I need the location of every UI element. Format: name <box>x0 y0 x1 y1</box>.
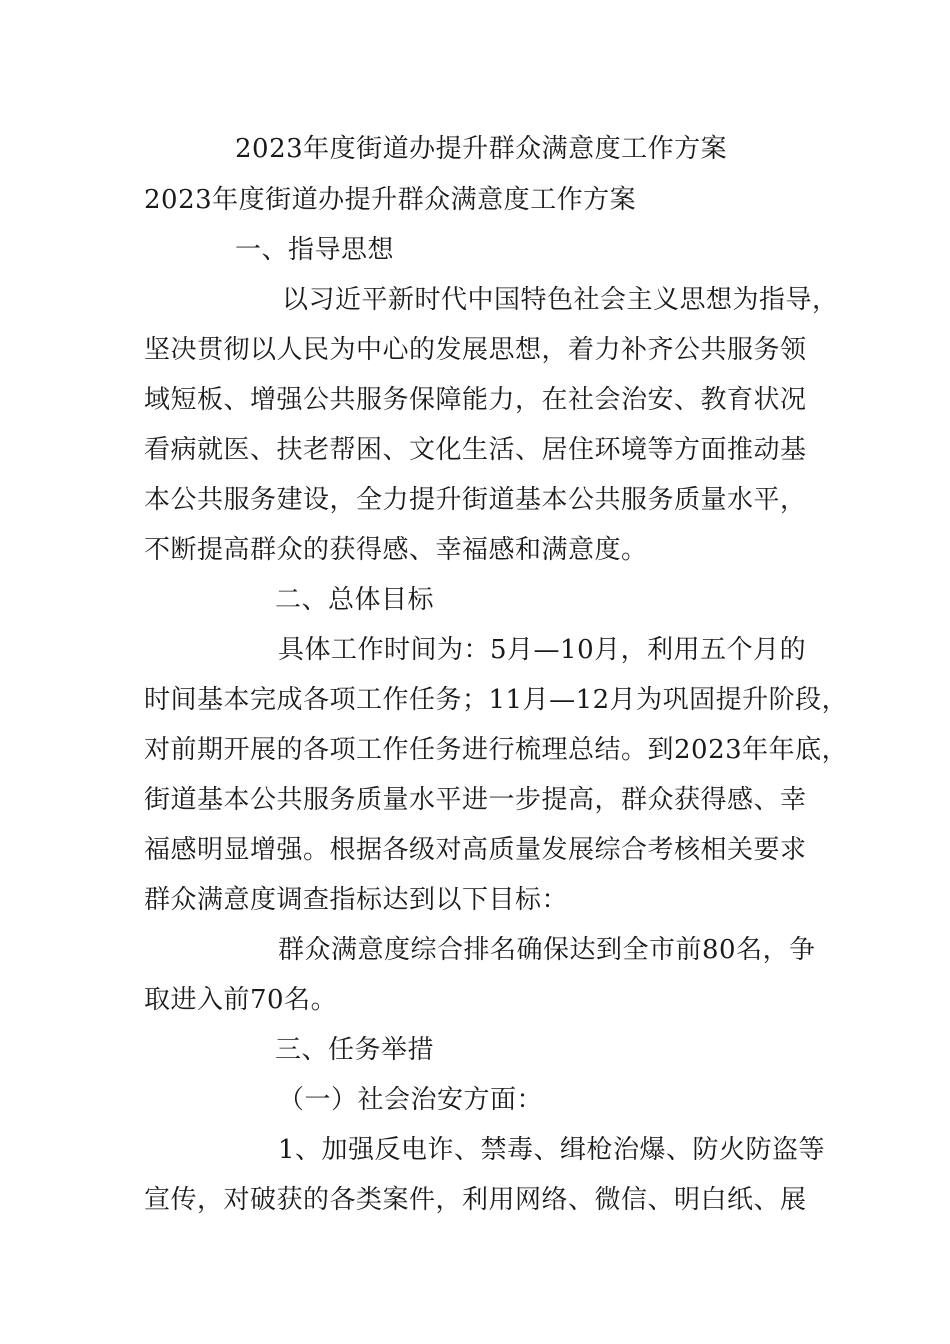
paragraph-line: 看病就医、扶老帮困、文化生活、居住环境等方面推动基 <box>144 435 807 465</box>
paragraph-line: 坚决贯彻以人民为中心的发展思想，着力补齐公共服务领 <box>144 335 807 365</box>
document-subtitle: 2023年度街道办提升群众满意度工作方案 <box>144 185 637 215</box>
paragraph-line: 对前期开展的各项工作任务进行梳理总结。到2023年年底， <box>144 735 849 765</box>
paragraph-line: 街道基本公共服务质量水平进一步提高，群众获得感、幸 <box>144 785 807 815</box>
paragraph-line: 1、加强反电诈、禁毒、缉枪治爆、防火防盗等 <box>278 1135 826 1165</box>
subsection-heading: （一）社会治安方面： <box>278 1085 544 1115</box>
paragraph-line: 以习近平新时代中国特色社会主义思想为指导， <box>282 285 839 315</box>
section-heading-1: 一、指导思想 <box>235 235 395 265</box>
document-title: 2023年度街道办提升群众满意度工作方案 <box>235 134 728 164</box>
paragraph-line: 取进入前70名。 <box>144 985 338 1015</box>
paragraph-line: 不断提高群众的获得感、幸福感和满意度。 <box>144 535 648 565</box>
paragraph-line: 福感明显增强。根据各级对高质量发展综合考核相关要求 <box>144 835 807 865</box>
section-heading-3: 三、任务举措 <box>275 1035 435 1065</box>
paragraph-line: 本公共服务建设，全力提升街道基本公共服务质量水平， <box>144 485 807 515</box>
paragraph-line: 群众满意度调查指标达到以下目标： <box>144 885 569 915</box>
section-heading-2: 二、总体目标 <box>275 585 435 615</box>
paragraph-line: 群众满意度综合排名确保达到全市前80名，争 <box>278 935 816 965</box>
paragraph-line: 域短板、增强公共服务保障能力，在社会治安、教育状况 <box>144 385 807 415</box>
paragraph-line: 宣传，对破获的各类案件，利用网络、微信、明白纸、展 <box>144 1185 807 1215</box>
paragraph-line: 具体工作时间为：5月—10月，利用五个月的 <box>278 635 807 665</box>
paragraph-line: 时间基本完成各项工作任务；11月—12月为巩固提升阶段， <box>144 685 849 715</box>
